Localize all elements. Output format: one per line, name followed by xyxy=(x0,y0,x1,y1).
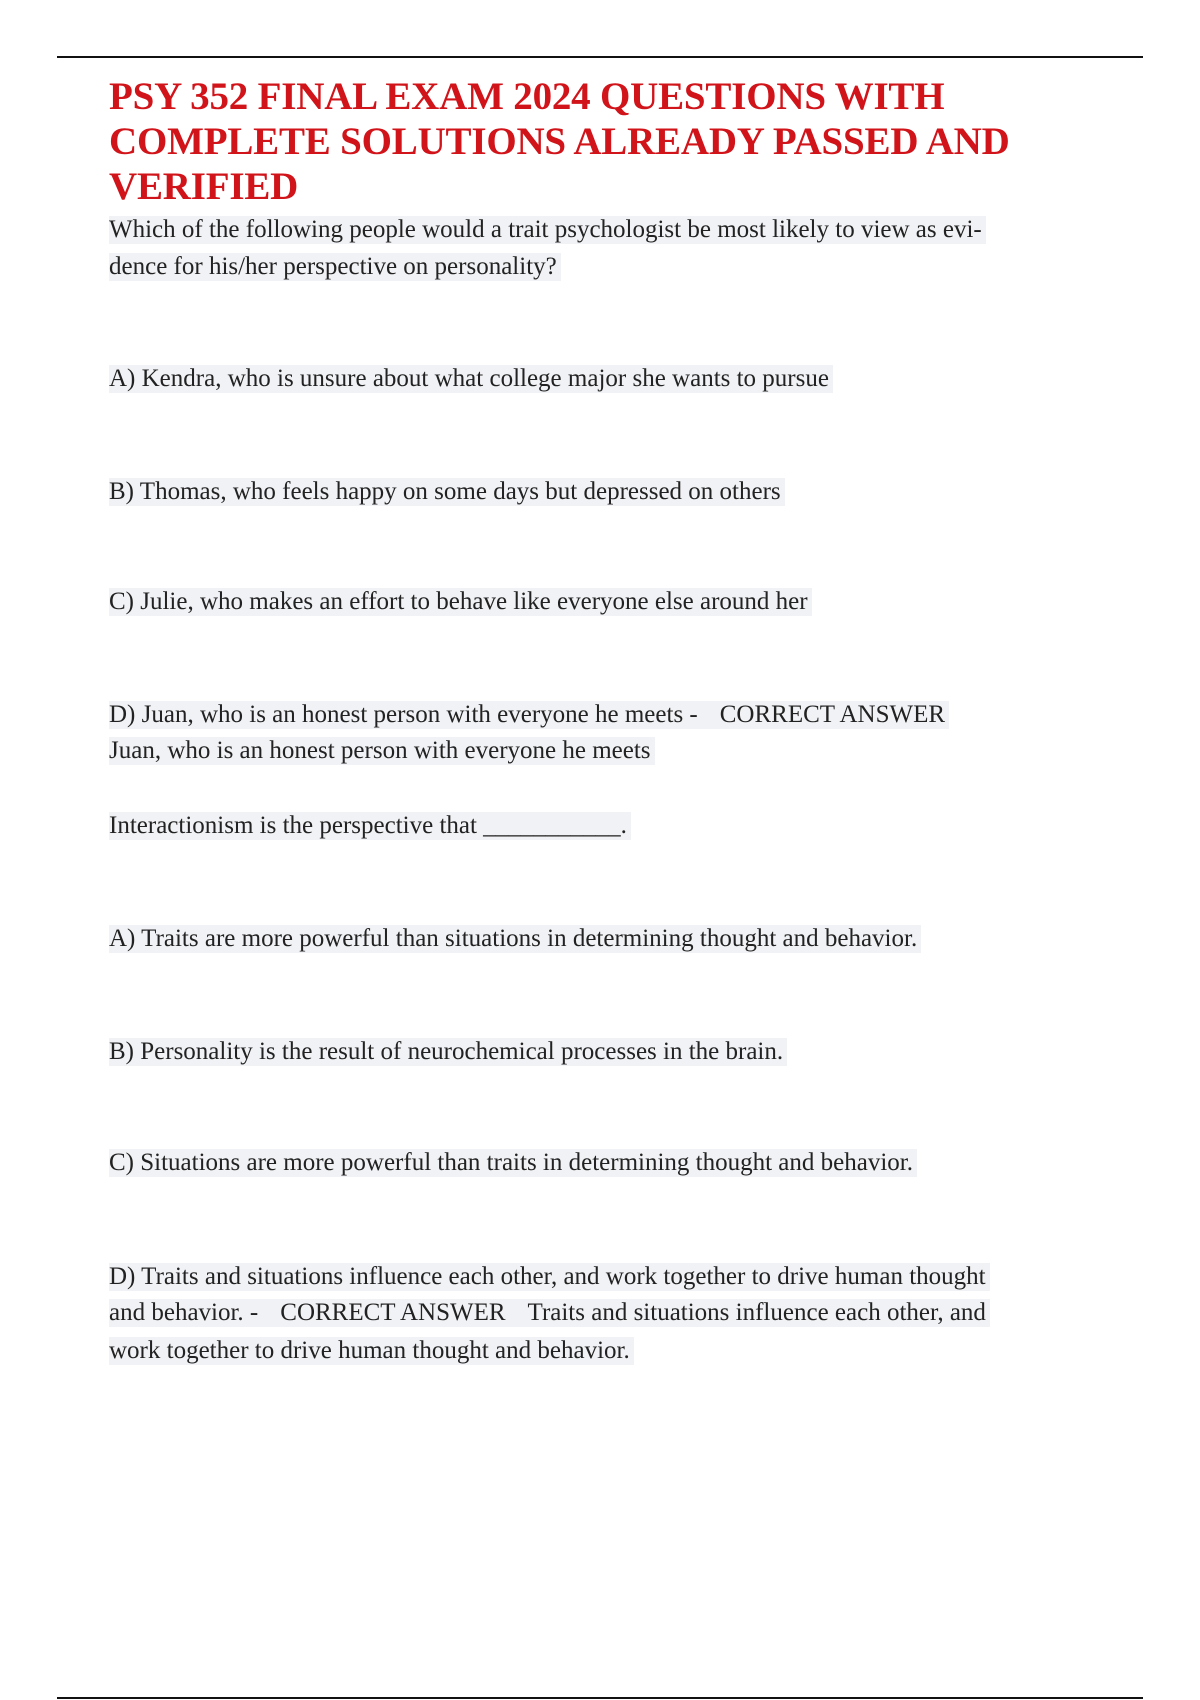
question-2-option-d-line-1: D) Traits and situations influence each other, and work together to drive human thought xyxy=(109,1261,990,1293)
document-title: PSY 352 FINAL EXAM 2024 QUESTIONS WITH COMPLETE SOLUTIONS ALREADY PASSED AND VERIFIED xyxy=(109,75,1010,208)
question-2-answer-line-2: work together to drive human thought and behavior. xyxy=(109,1335,634,1367)
question-1-correct-label: CORRECT ANSWER xyxy=(719,701,946,728)
question-1-answer: Juan, who is an honest person with everyone he meets xyxy=(109,735,655,767)
top-rule xyxy=(57,56,1143,58)
question-2-option-d-line-2: and behavior. - CORRECT ANSWER Traits and situations influence each other, and xyxy=(109,1297,990,1329)
bottom-rule xyxy=(57,1697,1143,1699)
question-2-stem: Interactionism is the perspective that ___________. xyxy=(109,810,631,842)
question-2-option-b: B) Personality is the result of neurochemical processes in the brain. xyxy=(109,1036,787,1068)
question-2-correct-label: CORRECT ANSWER xyxy=(280,1299,506,1326)
question-1-option-c: C) Julie, who makes an effort to behave like everyone else around her xyxy=(109,586,812,618)
question-1-stem-line-2: dence for his/her perspective on personality? xyxy=(109,251,561,283)
question-1-option-b: B) Thomas, who feels happy on some days but depressed on others xyxy=(109,476,785,508)
question-1-option-d: D) Juan, who is an honest person with everyone he meets - CORRECT ANSWER xyxy=(109,699,949,731)
question-1-option-a: A) Kendra, who is unsure about what college major she wants to pursue xyxy=(109,363,833,395)
question-2-option-a: A) Traits are more powerful than situations in determining thought and behavior. xyxy=(109,923,921,955)
question-2-option-c: C) Situations are more powerful than traits in determining thought and behavior. xyxy=(109,1147,917,1179)
question-1-stem-line-1: Which of the following people would a trait psychologist be most likely to view as evi- xyxy=(109,214,986,246)
